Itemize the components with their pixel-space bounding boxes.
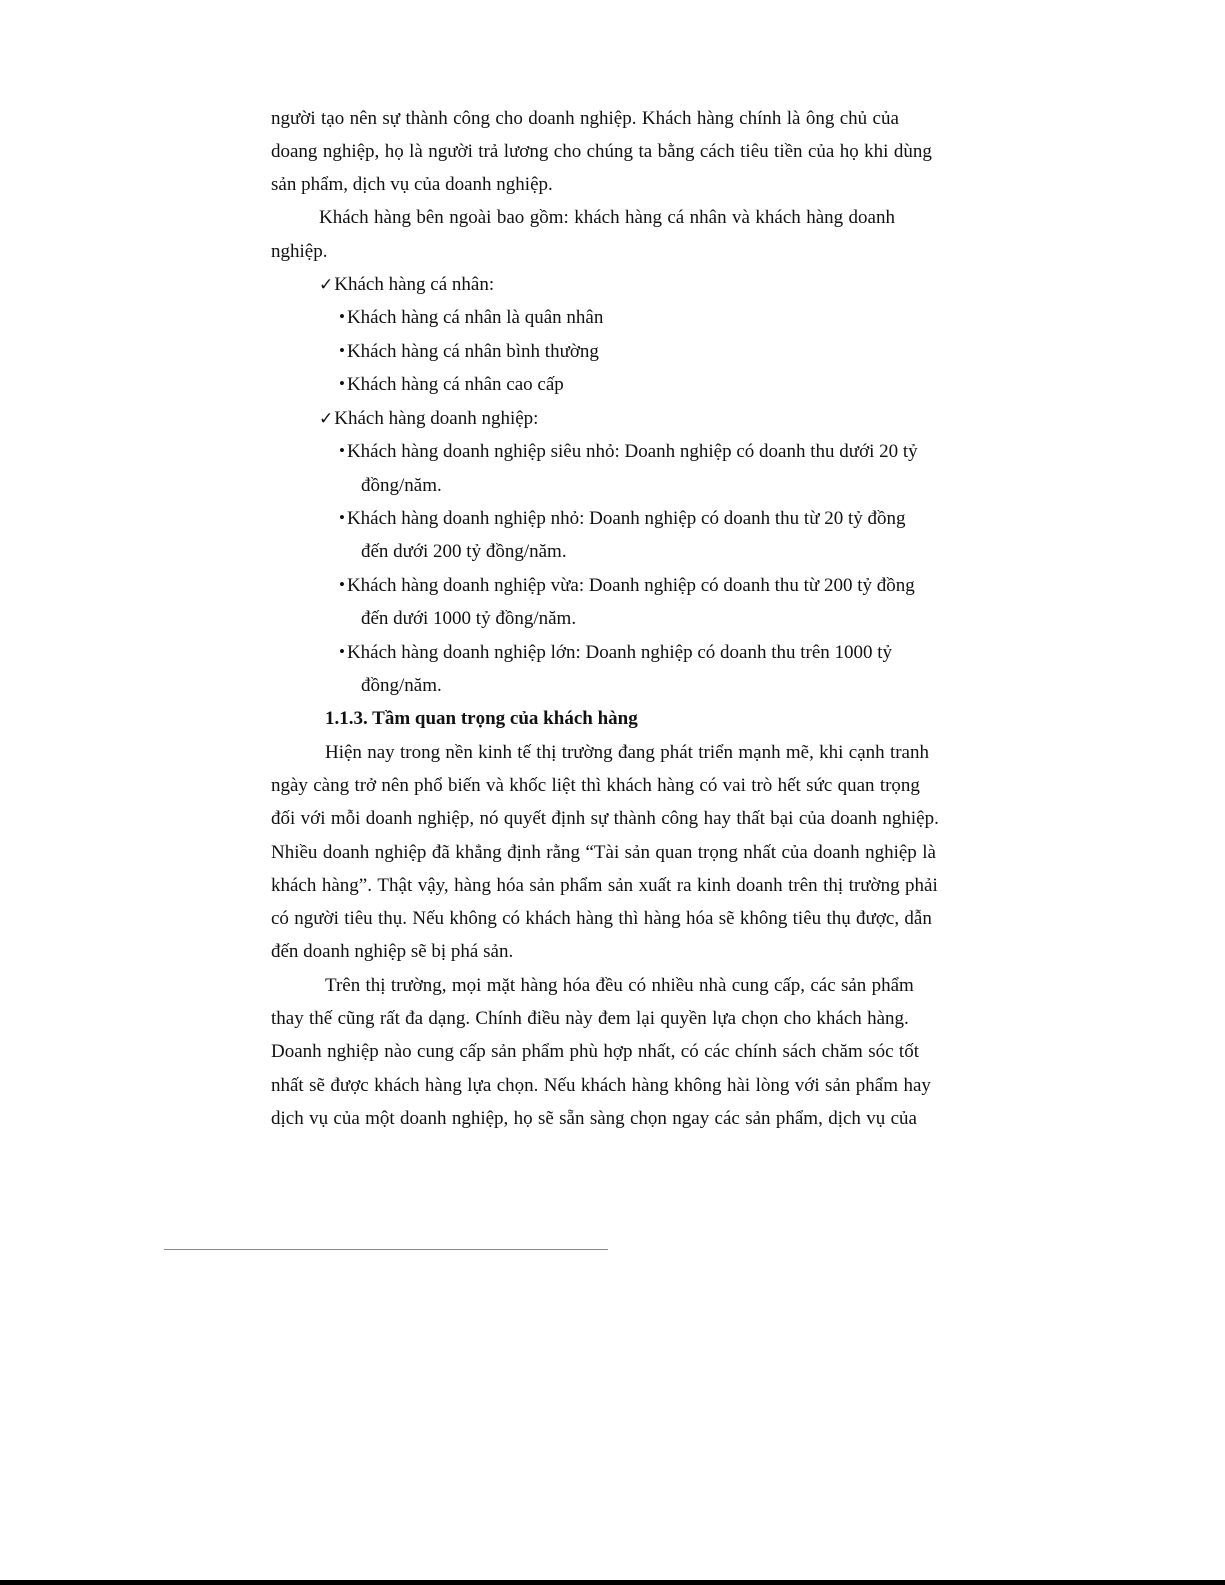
word: hay <box>903 1075 931 1096</box>
bullet-text: Khách hàng doanh nghiệp vừa: Doanh nghiệp có doanh thu từ 200 tỷ đồng <box>346 575 915 596</box>
word: xuất <box>638 875 672 896</box>
word: Thật <box>377 875 413 896</box>
word: nghiệp, <box>322 141 380 162</box>
word: dùng <box>893 141 932 162</box>
word: thế <box>309 1008 333 1029</box>
bullet-item <box>339 574 915 598</box>
word: trường <box>848 875 900 896</box>
word: phẩm <box>855 1075 899 1096</box>
word: kinh <box>697 875 731 896</box>
word: đang <box>617 742 655 763</box>
word: phẩm <box>521 1041 565 1062</box>
word: nay <box>367 742 395 763</box>
word: của <box>333 1108 360 1129</box>
body-line <box>325 974 914 998</box>
word: doanh <box>400 1108 447 1129</box>
word: mẽ, <box>785 742 814 763</box>
word: người <box>428 141 473 162</box>
word: trong <box>400 742 441 763</box>
body-line: nghiệp. <box>271 241 328 262</box>
word: cấp, <box>773 975 806 996</box>
body-line <box>271 1074 931 1098</box>
word: nghiệp. <box>882 808 939 829</box>
word: Chính <box>475 1008 522 1029</box>
word: đa <box>405 1008 424 1029</box>
word: của <box>781 842 808 863</box>
word: định <box>507 842 541 863</box>
bullet-text: Khách hàng doanh nghiệp nhỏ: Doanh nghiệp có doanh thu từ 20 tỷ đồng <box>346 508 906 529</box>
bullet-continuation: đến dưới 1000 tỷ đồng/năm. <box>361 608 577 629</box>
word: phổ <box>414 775 443 796</box>
word: sản <box>840 975 867 996</box>
word: phẩm, <box>775 1108 823 1129</box>
word: đều <box>595 975 623 996</box>
word: nhiều <box>651 975 694 996</box>
word: gồm: <box>529 207 569 228</box>
word: chọn. <box>496 1075 539 1096</box>
word: được, <box>856 908 900 929</box>
word: ngay <box>672 1108 710 1129</box>
checklist-item-individual <box>319 273 494 297</box>
check-mark-icon: ✓ <box>319 409 334 429</box>
word: doanh <box>365 808 413 829</box>
bullet-icon: • <box>339 307 345 326</box>
word: đã <box>431 842 450 863</box>
word: trường <box>561 742 613 763</box>
word: chăm <box>821 1041 863 1062</box>
word: lựa <box>712 1008 737 1029</box>
bullet-icon: • <box>339 508 345 527</box>
word: sản <box>607 875 634 896</box>
bullet-item <box>339 507 906 531</box>
body-line <box>271 907 932 931</box>
word: nó <box>479 808 499 829</box>
word: trường, <box>390 975 447 996</box>
word: doanh <box>322 842 370 863</box>
word: ra <box>676 875 692 896</box>
word: trọng <box>879 775 920 796</box>
word: chính <box>739 108 782 129</box>
word: kinh <box>478 742 512 763</box>
word: tạo <box>321 108 345 129</box>
word: họ <box>384 141 404 162</box>
word: cách <box>699 141 735 162</box>
word: trọng <box>697 842 738 863</box>
word: sẽ <box>537 1108 554 1129</box>
word: thành <box>405 108 448 129</box>
word: hàng <box>643 908 681 929</box>
word: lại <box>636 1008 655 1029</box>
word: chúng <box>586 141 634 162</box>
word: hàng <box>454 875 492 896</box>
page-bottom-border <box>0 1580 1225 1585</box>
word: cấp <box>459 1041 486 1062</box>
word: khốc <box>509 775 547 796</box>
word: hài <box>726 1075 751 1096</box>
word: Khách <box>319 207 369 228</box>
word: “Tài <box>585 842 620 863</box>
bullet-icon: • <box>339 575 345 594</box>
word: có <box>699 775 718 796</box>
word: sẵn <box>559 1108 585 1129</box>
word: chọn <box>629 1108 667 1129</box>
word: người <box>294 908 339 929</box>
word: ngày <box>271 775 308 796</box>
word: vai <box>722 775 746 796</box>
word: thất <box>736 808 765 829</box>
word: bằng <box>657 141 695 162</box>
word: phát <box>660 742 693 763</box>
word: cho <box>553 141 582 162</box>
bullet-item <box>339 340 599 364</box>
word: và <box>732 207 750 228</box>
word: Nếu <box>412 908 444 929</box>
word: không <box>674 1075 722 1096</box>
word: tiền <box>774 141 803 162</box>
word: doanh <box>848 207 895 228</box>
word: doanh <box>813 842 860 863</box>
word: dạng. <box>428 1008 471 1029</box>
word: nghiệp, <box>451 1108 509 1129</box>
word: hàng <box>806 207 844 228</box>
body-line <box>271 841 936 865</box>
word: hóa <box>685 908 714 929</box>
footnote-separator <box>164 1249 608 1250</box>
bullet-continuation: đồng/năm. <box>361 475 442 496</box>
word: hàng <box>576 908 613 929</box>
word: đem <box>597 1008 631 1029</box>
body-line <box>271 1107 917 1131</box>
word: cũng <box>337 1008 375 1029</box>
word: điều <box>527 1008 560 1029</box>
word: nên <box>381 775 409 796</box>
word: thị <box>823 875 844 896</box>
body-line <box>271 140 932 164</box>
word: nào <box>384 1041 412 1062</box>
word: khách <box>374 1075 420 1096</box>
word: dịch <box>271 1108 304 1129</box>
word: mạnh <box>738 742 781 763</box>
check-mark-icon: ✓ <box>319 275 334 295</box>
word: của <box>807 141 835 162</box>
word: quan <box>655 842 693 863</box>
word: Doanh <box>271 1041 322 1062</box>
word: liệt <box>551 775 576 796</box>
word: khẳng <box>455 842 502 863</box>
word: nghiệp <box>865 842 917 863</box>
word: ngoài <box>449 207 492 228</box>
word: thị <box>365 975 386 996</box>
word: nhất <box>743 842 777 863</box>
word: thì <box>618 908 639 929</box>
word: chính <box>734 1041 778 1062</box>
word: bại <box>770 808 794 829</box>
word: doanh <box>736 875 783 896</box>
bullet-text: Khách hàng cá nhân là quân nhân <box>346 307 604 328</box>
word: phẩm <box>871 975 914 996</box>
word: hàng. <box>867 1008 909 1029</box>
word: sản <box>491 1041 517 1062</box>
word: phải <box>905 875 938 896</box>
word: lòng <box>755 1075 790 1096</box>
word: họ <box>839 141 859 162</box>
word: khi <box>864 141 889 162</box>
word: sự <box>590 808 609 829</box>
word: là <box>409 141 423 162</box>
body-line: sản phẩm, dịch vụ của doanh nghiệp. <box>271 174 553 195</box>
word: phù <box>569 1041 599 1062</box>
word: không <box>449 908 497 929</box>
word: hợp <box>603 1041 633 1062</box>
word: nhân <box>689 207 727 228</box>
word: tiêu <box>740 141 769 162</box>
word: sản <box>825 1075 851 1096</box>
word: nghiệp <box>327 1041 379 1062</box>
word: mỗi <box>330 808 361 829</box>
word: mặt <box>486 975 516 996</box>
word: Nếu <box>543 1075 576 1096</box>
word: khi <box>819 742 844 763</box>
word: Hiện <box>325 742 362 763</box>
word: sản <box>529 875 555 896</box>
word: cung <box>417 1041 454 1062</box>
word: hàng <box>631 1075 669 1096</box>
checklist-item-business <box>319 407 538 431</box>
word: quyết <box>503 808 547 829</box>
word: trở <box>354 775 377 796</box>
bullet-text: Khách hàng cá nhân cao cấp <box>346 374 564 395</box>
word: có <box>271 908 289 929</box>
checklist-label: Khách hàng doanh nghiệp: <box>334 408 539 429</box>
word: sẽ <box>718 908 735 929</box>
word: nền <box>445 742 473 763</box>
word: là <box>922 842 936 863</box>
word: họ <box>513 1108 533 1129</box>
word: tốt <box>898 1041 919 1062</box>
word: một <box>365 1108 395 1129</box>
word: phẩm <box>560 875 603 896</box>
body-line <box>271 874 938 898</box>
checklist-label: Khách hàng cá nhân: <box>334 274 495 295</box>
word: chọn <box>741 1008 779 1029</box>
word: của <box>872 108 899 129</box>
word: hàng <box>374 207 411 228</box>
bullet-item <box>339 373 564 397</box>
word: nhất, <box>637 1041 676 1062</box>
word: thị <box>536 742 557 763</box>
bullet-continuation: đến dưới 200 tỷ đồng/năm. <box>361 541 567 562</box>
word: sàng <box>589 1108 625 1129</box>
word: không <box>739 908 788 929</box>
word: sản <box>745 1108 771 1129</box>
word: nghiệp, <box>417 808 475 829</box>
word: doang <box>271 141 318 162</box>
word: sẽ <box>309 1075 325 1096</box>
word: cho <box>495 108 523 129</box>
word: khách <box>271 875 317 896</box>
word: doanh <box>830 808 878 829</box>
word: bên <box>416 207 444 228</box>
word: có <box>680 1041 699 1062</box>
word: rằng <box>546 842 581 863</box>
word: hàng <box>696 108 734 129</box>
word: hàng <box>424 1075 462 1096</box>
word: khách <box>755 207 801 228</box>
bullet-icon: • <box>339 341 345 360</box>
bullet-text: Khách hàng cá nhân bình thường <box>346 341 599 362</box>
word: có <box>502 908 521 929</box>
word: các <box>810 975 836 996</box>
word: công <box>453 108 491 129</box>
bullet-item <box>339 306 603 330</box>
word: rất <box>379 1008 400 1029</box>
body-line <box>325 741 929 765</box>
word: tế <box>517 742 531 763</box>
bullet-text: Khách hàng doanh nghiệp siêu nhỏ: Doanh nghiệp có doanh thu dưới 20 tỷ <box>346 441 918 462</box>
word: tiêu <box>344 908 373 929</box>
word: triển <box>698 742 734 763</box>
word: nhất <box>271 1075 304 1096</box>
word: này <box>565 1008 593 1029</box>
word: cá <box>667 207 685 228</box>
word: được <box>330 1075 369 1096</box>
word: thay <box>271 1008 304 1029</box>
body-line <box>271 807 939 831</box>
word: vụ <box>866 1108 886 1129</box>
word: các <box>704 1041 730 1062</box>
word: cạnh <box>848 742 885 763</box>
bullet-icon: • <box>339 441 345 460</box>
word: của <box>890 1108 917 1129</box>
word: hàng <box>657 775 695 796</box>
bullet-continuation: đồng/năm. <box>361 675 442 696</box>
body-line <box>271 774 920 798</box>
word: cho <box>783 1008 812 1029</box>
word: biến <box>447 775 481 796</box>
bullet-icon: • <box>339 642 345 661</box>
word: sự <box>382 108 401 129</box>
word: khách <box>574 207 620 228</box>
word: nghiệp. <box>580 108 637 129</box>
word: hay <box>703 808 731 829</box>
word: nhà <box>698 975 727 996</box>
word: tranh <box>889 742 929 763</box>
bullet-text: Khách hàng doanh nghiệp lớn: Doanh nghiệp có doanh thu trên 1000 tỷ <box>346 642 893 663</box>
word: định <box>551 808 586 829</box>
word: sách <box>782 1041 817 1062</box>
word: khách <box>580 1075 627 1096</box>
word: Nhiều <box>271 842 318 863</box>
word: Trên <box>325 975 361 996</box>
bullet-item <box>339 440 918 464</box>
word: nên <box>349 108 378 129</box>
word: sản <box>624 842 650 863</box>
word: hóa <box>496 875 524 896</box>
word: khách <box>525 908 571 929</box>
word: chủ <box>839 108 868 129</box>
word: thụ. <box>378 908 408 929</box>
word: lựa <box>467 1075 492 1096</box>
word: doanh <box>528 108 575 129</box>
word: Khách <box>641 108 692 129</box>
word: sóc <box>868 1041 894 1062</box>
word: lương <box>503 141 549 162</box>
word: vậy, <box>417 875 449 896</box>
word: tiêu <box>792 908 822 929</box>
word: với <box>300 808 326 829</box>
body-line <box>271 107 899 131</box>
body-line <box>319 206 895 230</box>
word: nghiệp <box>374 842 427 863</box>
word: trò <box>751 775 773 796</box>
bullet-item <box>339 641 892 665</box>
word: khách <box>606 775 652 796</box>
word: dịch <box>828 1108 861 1129</box>
word: càng <box>313 775 350 796</box>
word: cung <box>731 975 769 996</box>
word: thành <box>613 808 656 829</box>
word: vụ <box>309 1108 329 1129</box>
word: trả <box>478 141 499 162</box>
word: và <box>486 775 504 796</box>
word: hàng”. <box>321 875 372 896</box>
word: người <box>271 108 316 129</box>
body-line <box>271 1007 909 1031</box>
word: ông <box>805 108 835 129</box>
word: công <box>661 808 699 829</box>
word: mọi <box>451 975 482 996</box>
word: khách <box>816 1008 862 1029</box>
word: hết <box>777 775 801 796</box>
word: ta <box>638 141 653 162</box>
word: bao <box>496 207 525 228</box>
word: hàng <box>625 207 662 228</box>
word: với <box>794 1075 820 1096</box>
word: thụ <box>826 908 851 929</box>
word: của <box>798 808 826 829</box>
word: có <box>628 975 647 996</box>
word: các <box>714 1108 740 1129</box>
bullet-icon: • <box>339 374 345 393</box>
word: thì <box>581 775 602 796</box>
word: sức <box>806 775 833 796</box>
word: hóa <box>562 975 591 996</box>
section-heading: 1.1.3. Tầm quan trọng của khách hàng <box>325 708 638 729</box>
body-line <box>271 1040 919 1064</box>
word: hàng <box>520 975 558 996</box>
word: quan <box>837 775 875 796</box>
body-line: đến doanh nghiệp sẽ bị phá sản. <box>271 941 514 962</box>
word: đối <box>271 808 296 829</box>
word: dẫn <box>904 908 932 929</box>
word: trên <box>788 875 818 896</box>
word: là <box>786 108 801 129</box>
word: quyền <box>660 1008 707 1029</box>
